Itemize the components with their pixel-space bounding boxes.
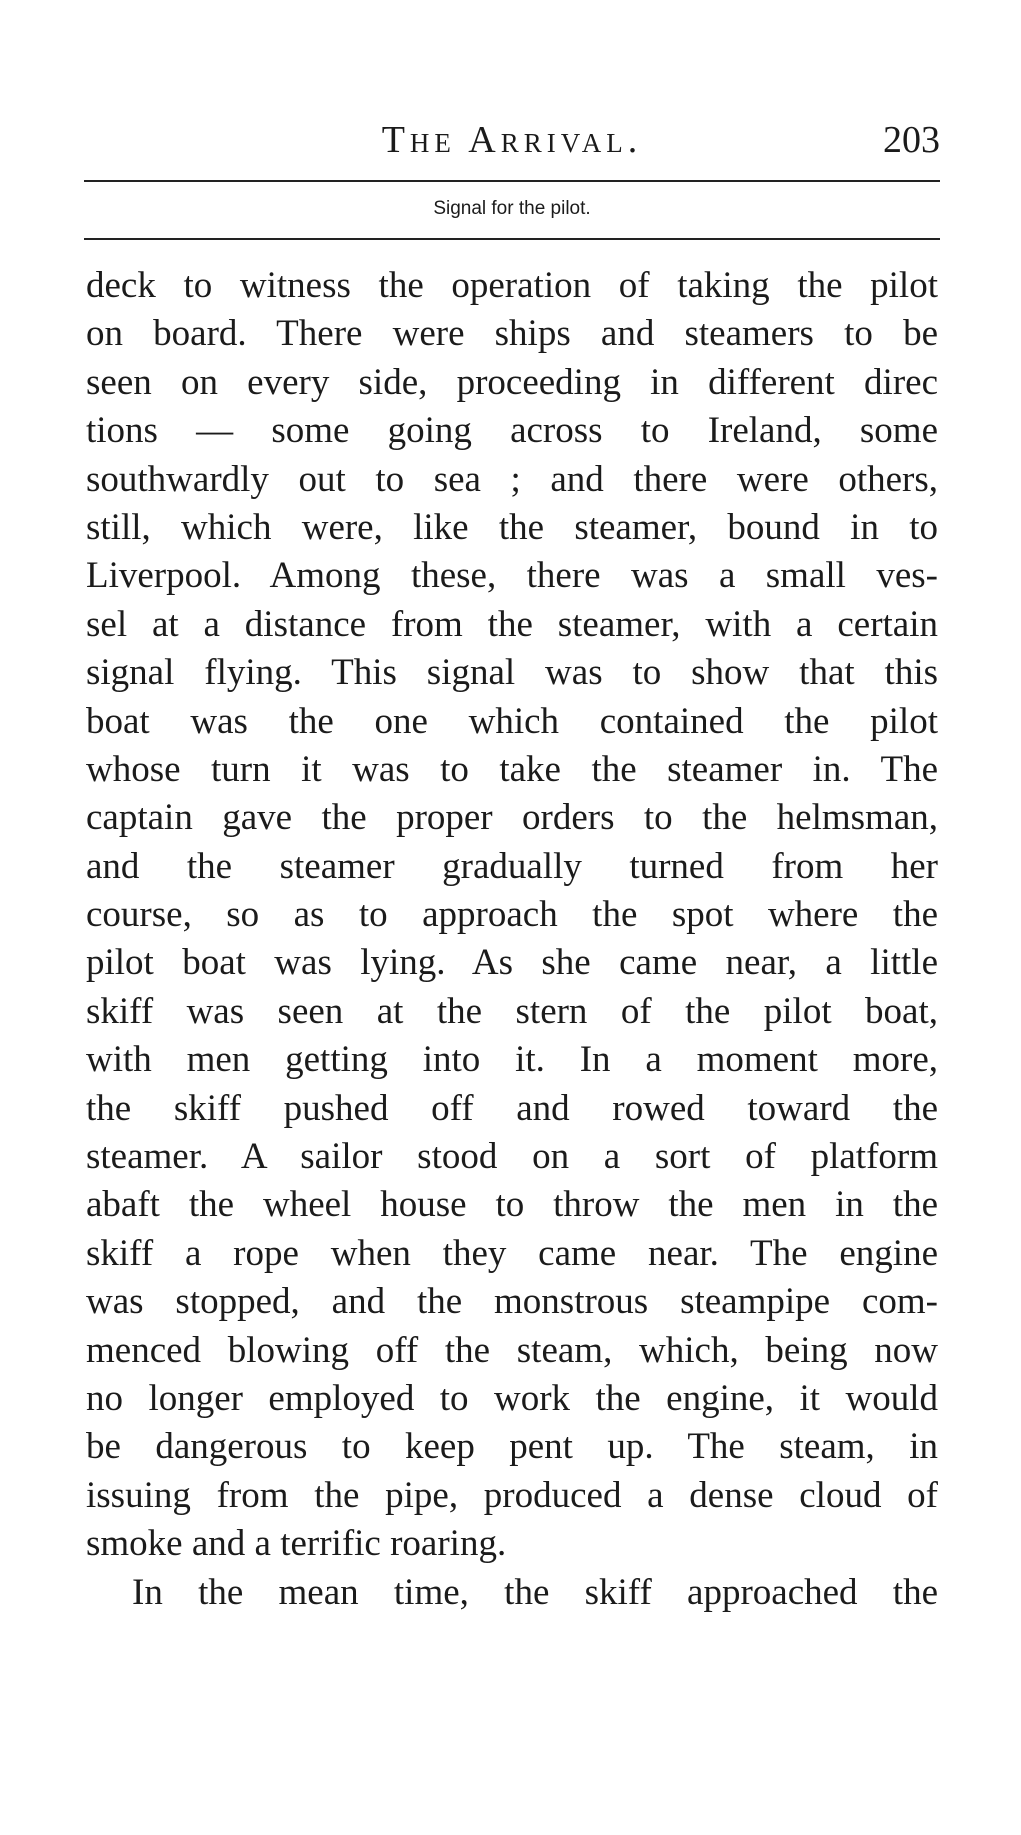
paragraph-2: [86, 1569, 938, 1617]
text-line: on board. There were ships and steamers to be: [86, 313, 938, 355]
text-line: menced blowing off the steam, which, being now: [86, 1329, 938, 1371]
text-line: sel at a distance from the steamer, with a certain: [86, 603, 938, 645]
text-line: whose turn it was to take the steamer in. The: [86, 748, 938, 790]
text-line: deck to witness the operation of taking the pilot: [86, 265, 938, 306]
text-line: captain gave the proper orders to the helmsman,: [86, 797, 938, 839]
text-line: skiff was seen at the stern of the pilot boat,: [86, 990, 938, 1032]
body-text: [86, 262, 938, 1617]
section-subhead: Signal for the pilot.: [433, 198, 591, 219]
text-line: pilot boat was lying. As she came near, a little: [86, 942, 938, 984]
text-line: skiff a rope when they came near. The engine: [86, 1232, 938, 1274]
text-line: was stopped, and the monstrous steampipe com-: [86, 1281, 938, 1323]
text-line: In the mean time, the skiff approached the: [132, 1571, 938, 1613]
text-line: abaft the wheel house to throw the men in the: [86, 1184, 938, 1226]
text-line: tions — some going across to Ireland, some: [86, 410, 938, 452]
page-number: 203: [883, 119, 940, 161]
paragraph-1: [86, 262, 938, 1569]
text-line: still, which were, like the steamer, bound in to: [86, 506, 938, 548]
header-rule-bottom: [84, 238, 940, 240]
text-line: be dangerous to keep pent up. The steam, in: [86, 1426, 938, 1468]
text-line: boat was the one which contained the pilot: [86, 700, 938, 742]
text-line: course, so as to approach the spot where the: [86, 894, 938, 936]
running-title: The Arrival.: [381, 119, 643, 161]
running-head: [84, 116, 940, 164]
text-line: Liverpool. Among these, there was a small ves-: [86, 555, 938, 597]
text-line: smoke and a terrific roaring.: [86, 1523, 507, 1565]
text-line: and the steamer gradually turned from her: [86, 845, 938, 887]
text-line: the skiff pushed off and rowed toward the: [86, 1087, 938, 1129]
text-line: no longer employed to work the engine, it would: [86, 1377, 938, 1419]
text-line: seen on every side, proceeding in different direc: [86, 361, 938, 403]
text-line: with men getting into it. In a moment more,: [86, 1039, 938, 1081]
text-line: steamer. A sailor stood on a sort of platform: [86, 1136, 938, 1178]
text-line: signal flying. This signal was to show that this: [86, 652, 938, 694]
text-line: southwardly out to sea ; and there were others,: [86, 458, 938, 500]
header-rule-top: [84, 180, 940, 182]
text-line: issuing from the pipe, produced a dense cloud of: [86, 1474, 938, 1516]
